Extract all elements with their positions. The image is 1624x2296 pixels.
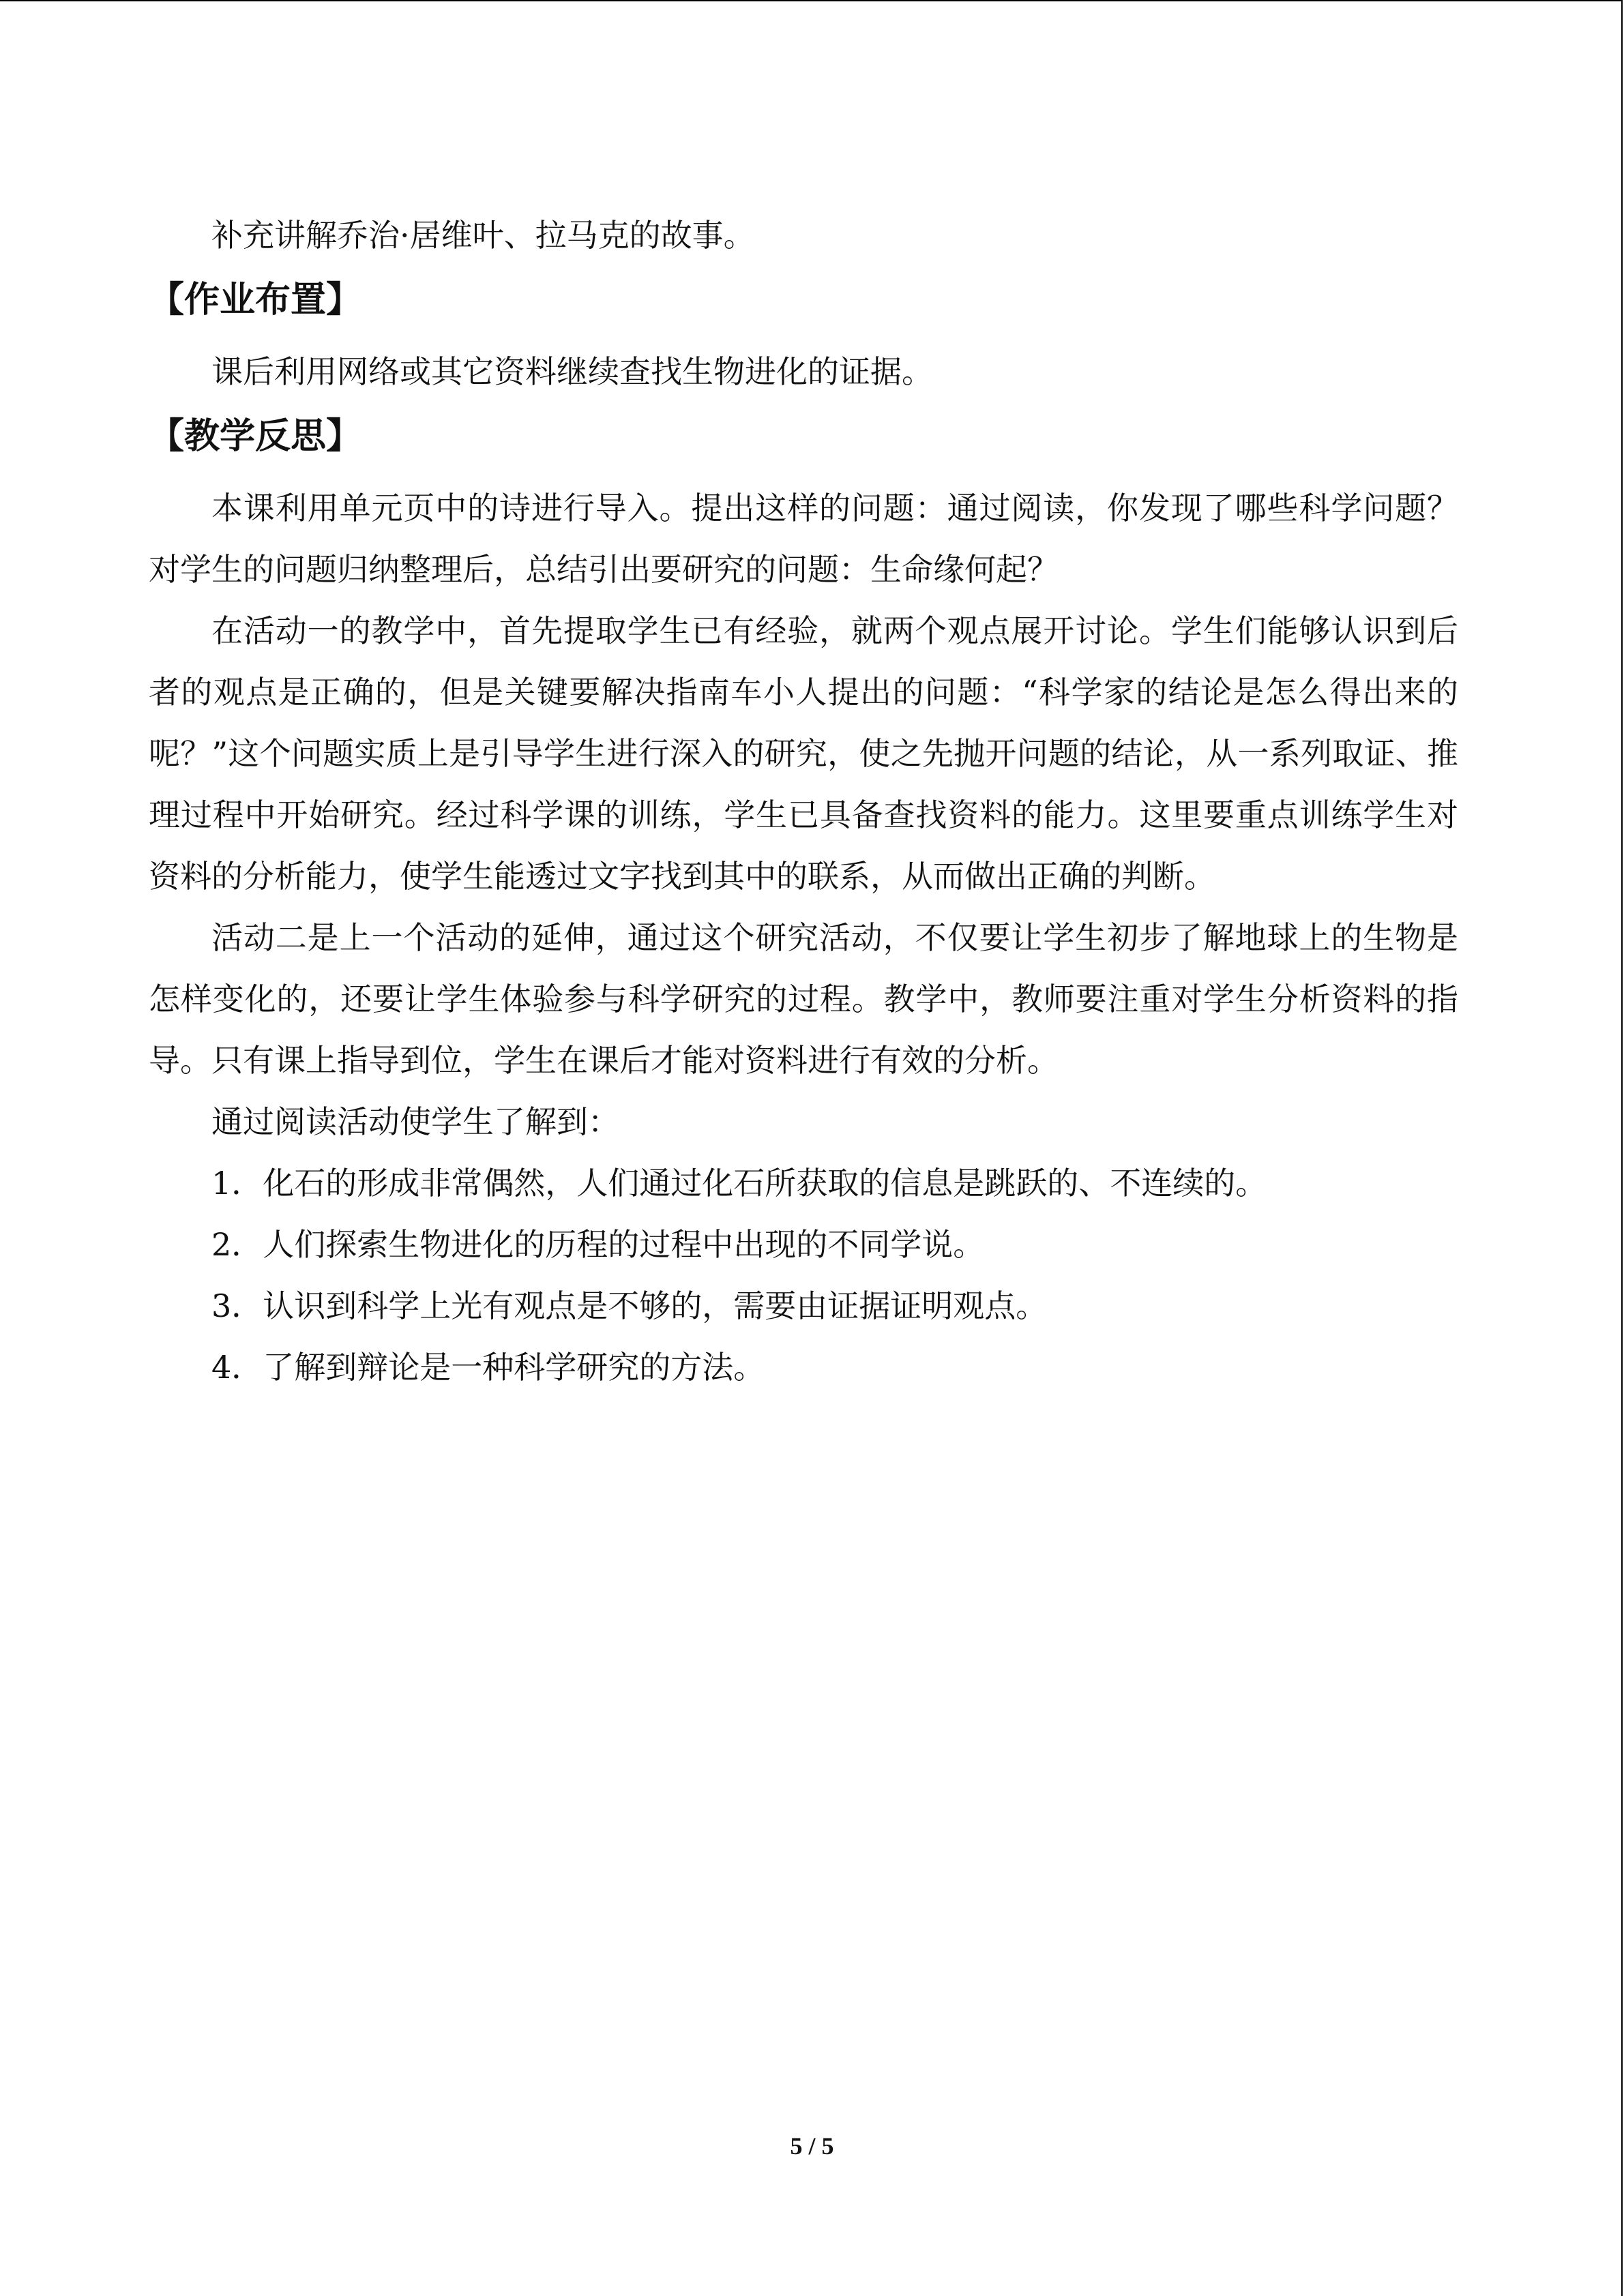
list-item: 2．人们探索生物进化的历程的过程中出现的不同学说。 [211,1226,985,1263]
homework-heading: 【作业布置】 [149,280,362,320]
list-item: 4．了解到辩论是一种科学研究的方法。 [211,1349,765,1386]
spacer [149,334,1458,341]
reflection-paragraph-4: 通过阅读活动使学生了解到： [211,1103,619,1140]
document-body [149,205,1458,1398]
reflection-paragraph-2: 在活动一的教学中，首先提取学生已有经验，就两个观点展开讨论。学生们能够认识到后者的观点是正确的，但是关键要解决指南车小人提出的问题：“科学家的结论是怎么得出来的呢？”这个问题实质上是引导学生进行深入的研究，使之先抛开问题的结论，从一系列取证、推理过程中开始研究。经过科学课的训练，学生已具备查找资料的能力。这里要重点训练学生对资料的分析能力，使学生能透过文字找到其中的联系，从而做出正确的判断。 [149,612,1458,895]
intro-paragraph: 补充讲解乔治·居维叶、拉马克的故事。 [211,217,755,254]
reflection-heading: 【教学反思】 [149,416,362,457]
reflection-paragraph-3: 活动二是上一个活动的延伸，通过这个研究活动，不仅要让学生初步了解地球上的生物是怎样变化的，还要让学生体验参与科学研究的过程。教学中，教师要注重对学生分析资料的指导。只有课上指导到位，学生在课后才能对资料进行有效的分析。 [149,919,1458,1079]
homework-paragraph: 课后利用网络或其它资料继续查找生物进化的证据。 [211,353,933,390]
list-item: 1．化石的形成非常偶然，人们通过化石所获取的信息是跳跃的、不连续的。 [211,1165,1267,1202]
spacer [149,471,1458,477]
list-item: 3．认识到科学上光有观点是不够的，需要由证据证明观点。 [211,1287,1048,1324]
reflection-paragraph-1: 本课利用单元页中的诗进行导入。提出这样的问题：通过阅读，你发现了哪些科学问题？对学生的问题归纳整理后，总结引出要研究的问题：生命缘何起？ [149,490,1458,588]
page-number: 5 / 5 [790,2132,834,2160]
